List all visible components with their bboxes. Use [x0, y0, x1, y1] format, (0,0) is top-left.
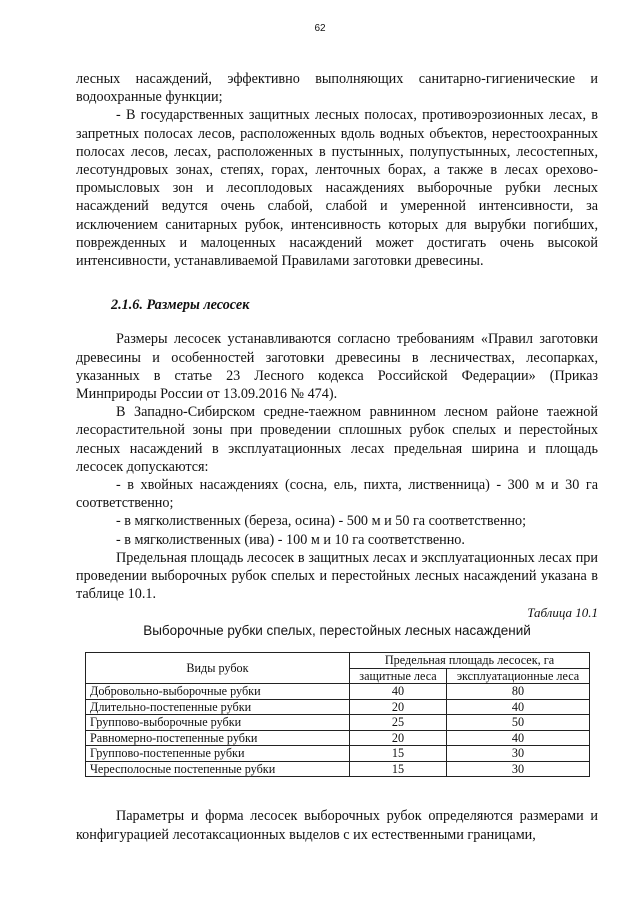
table-row — [86, 715, 590, 731]
row-type: Чересполосные постепенные рубки — [86, 761, 350, 777]
row-type: Равномерно-постепенные рубки — [86, 730, 350, 746]
page-body — [76, 70, 598, 844]
paragraph-table-reference: Предельная площадь лесосек в защитных лесах и эксплуатационных лесах при проведении выборочных рубок спелых и перестойных лесных насаждений указана в таблице 10.1. — [76, 549, 598, 603]
row-protective: 20 — [350, 730, 447, 746]
table-row — [86, 730, 590, 746]
list-item-coniferous: - в хвойных насаждениях (сосна, ель, пихта, лиственница) - 300 м и 30 га соответственно; — [76, 477, 598, 512]
row-protective: 20 — [350, 699, 447, 715]
row-exploitation: 40 — [447, 730, 590, 746]
row-protective: 15 — [350, 761, 447, 777]
cutting-area-table — [85, 652, 590, 777]
paragraph-continuation: лесных насаждений, эффективно выполняющих санитарно-гигиенические и водоохранные функции; — [76, 71, 598, 106]
row-protective: 15 — [350, 746, 447, 762]
paragraph-selective-params: Параметры и форма лесосек выборочных рубок определяются размерами и конфигурацией лесотаксационных выделов с их естественными границами, — [76, 808, 598, 843]
row-type: Длительно-постепенные рубки — [86, 699, 350, 715]
section-heading: 2.1.6. Размеры лесосек — [111, 297, 250, 314]
table-row — [86, 746, 590, 762]
table-row — [86, 684, 590, 700]
row-exploitation: 50 — [447, 715, 590, 731]
list-item-softwood-birch: - в мягколиственных (береза, осина) - 500 м и 50 га соответственно; — [116, 513, 527, 530]
row-type: Группово-выборочные рубки — [86, 715, 350, 731]
column-header-protective: защитные леса — [350, 668, 447, 684]
row-protective: 40 — [350, 684, 447, 700]
row-exploitation: 80 — [447, 684, 590, 700]
row-protective: 25 — [350, 715, 447, 731]
table-label: Таблица 10.1 — [527, 605, 598, 621]
column-header-exploitation: эксплуатационные леса — [447, 668, 590, 684]
row-exploitation: 40 — [447, 699, 590, 715]
list-item-softwood-willow: - в мягколиственных (ива) - 100 м и 10 га соответственно. — [116, 531, 465, 548]
row-type: Группово-постепенные рубки — [86, 746, 350, 762]
table-row — [86, 699, 590, 715]
table-title: Выборочные рубки спелых, перестойных лесных насаждений — [143, 623, 531, 639]
row-type: Добровольно-выборочные рубки — [86, 684, 350, 700]
row-exploitation: 30 — [447, 761, 590, 777]
paragraph-west-siberian: В Западно-Сибирском средне-таежном равнинном лесном районе таежной лесорастительной зоны при проведении сплошных рубок спелых и перестойных лесных насаждений в эксплуатационных лесах предельная ширина и площадь лесосек допускаются: — [76, 404, 598, 475]
page-number: 62 — [314, 23, 326, 34]
column-header-type: Виды рубок — [86, 653, 350, 684]
column-header-area-group: Предельная площадь лесосек, га — [350, 653, 590, 669]
table-row — [86, 761, 590, 777]
paragraph-protective-forests: - В государственных защитных лесных полосах, противоэрозионных лесах, в запретных полосах лесов, расположенных вдоль водных объектов, нерестоохранных полосах лесов, лесах, расположенных в пустынных, полупустынных, лесостепных, лесотундровых зонах, степях, горах, ленточных борах, а также в лесах орехово-промысловых зон и лесоплодовых насаждениях выборочные рубки лесных насаждений ведутся очень слабой, слабой и умеренной интенсивности, за исключением санитарных рубок, интенсивность которых для вырубки погибших, поврежденных и малоценных насаждений может достигать очень высокой интенсивности, устанавливаемой Правилами заготовки древесины. — [76, 107, 598, 270]
row-exploitation: 30 — [447, 746, 590, 762]
paragraph-cutting-area-sizes: Размеры лесосек устанавливаются согласно требованиям «Правил заготовки древесины и особенностей заготовки древесины в лесничествах, лесопарках, указанных в статье 23 Лесного кодекса Российской Федерации» (Приказ Минприроды России от 13.09.2016 № 474). — [76, 331, 598, 403]
